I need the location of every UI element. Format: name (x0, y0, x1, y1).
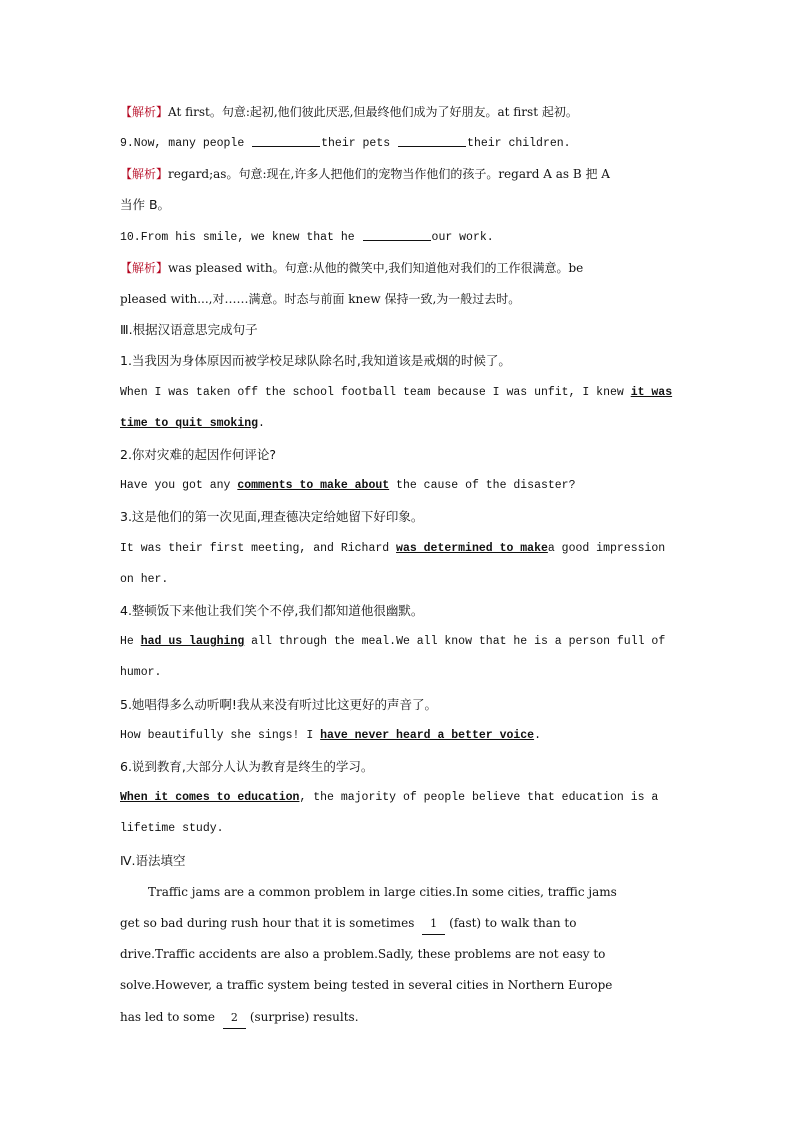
sentence-text: all through the meal.We all know that he is a person full of (244, 635, 666, 648)
sentence-3-english-line2: on her. (120, 573, 169, 586)
q8-analysis (120, 102, 676, 122)
sentence-answer: was determined to make (396, 542, 548, 555)
passage-line-5 (120, 1007, 676, 1029)
sentence-5-chinese: 5.她唱得多么动听啊!我从来没有听过比这更好的声音了。 (120, 697, 437, 712)
sentence-3-chinese: 3.这是他们的第一次见面,理查德决定给她留下好印象。 (120, 509, 424, 524)
analysis-tag: 【解析】 (120, 105, 169, 119)
sentence-text: . (534, 729, 541, 742)
sentence-answer: had us laughing (140, 635, 245, 648)
sentence-6-english-line1 (120, 788, 676, 808)
passage-line-1: Traffic jams are a common problem in large cities.In some cities, traffic jams (148, 885, 617, 899)
sentence-text: He (120, 635, 141, 648)
sentence-text: . (258, 417, 265, 430)
question-text: their children. (467, 137, 571, 150)
sentence-answer: it was (630, 386, 673, 399)
sentence-3-english-line1 (120, 539, 676, 559)
sentence-4-english-line1 (120, 632, 676, 652)
sentence-2-english (120, 476, 676, 496)
sentence-text: Have you got any (120, 479, 238, 492)
sentence-1-english-line2 (120, 414, 676, 434)
analysis-tag: 【解析】 (120, 167, 169, 181)
sentence-answer: comments to make about (237, 479, 390, 492)
passage-line-3: drive.Traffic accidents are also a problem.Sadly, these problems are not easy to (120, 947, 606, 961)
passage-text: (surprise) results. (249, 1010, 359, 1024)
sentence-text: , the majority of people believe that education is a (299, 791, 659, 804)
sentence-6-english-line2: lifetime study. (120, 822, 224, 835)
passage-line-2 (120, 913, 676, 935)
question-10 (120, 227, 676, 248)
analysis-tag: 【解析】 (120, 261, 169, 275)
sentence-text: How beautifully she sings! I (120, 729, 321, 742)
sentence-answer: When it comes to education (120, 791, 300, 804)
sentence-text: the cause of the disaster? (389, 479, 576, 492)
answer-blank (252, 133, 320, 147)
sentence-4-english-line2: humor. (120, 666, 162, 679)
analysis-text: was pleased with。句意:从他的微笑中,我们知道他对我们的工作很满意。be (168, 261, 584, 275)
section-4-heading: Ⅳ.语法填空 (120, 853, 186, 868)
sentence-text: When I was taken off the school football team because I was unfit, I knew (120, 386, 631, 399)
blank-2: 2 (223, 1008, 246, 1029)
q9-analysis-line2: 当作 B。 (120, 197, 171, 212)
q9-analysis-line1 (120, 164, 676, 184)
sentence-6-chinese: 6.说到教育,大部分人认为教育是终生的学习。 (120, 759, 374, 774)
sentence-4-chinese: 4.整顿饭下来他让我们笑个不停,我们都知道他很幽默。 (120, 603, 424, 618)
sentence-1-english-line1 (120, 383, 676, 403)
passage-text: has led to some (120, 1010, 219, 1024)
section-3-heading: Ⅲ.根据汉语意思完成句子 (120, 322, 258, 337)
passage-text: (fast) to walk than to (449, 916, 577, 930)
sentence-answer: time to quit smoking (120, 417, 259, 430)
answer-blank (363, 227, 431, 241)
question-9 (120, 133, 676, 154)
question-text: 9.Now, many people (120, 137, 252, 150)
answer-blank (398, 133, 466, 147)
question-text: their pets (321, 137, 398, 150)
sentence-2-chinese: 2.你对灾难的起因作何评论? (120, 447, 277, 462)
analysis-text: At first。句意:起初,他们彼此厌恶,但最终他们成为了好朋友。at first 起初。 (168, 105, 578, 119)
analysis-text: regard;as。句意:现在,许多人把他们的宠物当作他们的孩子。regard A as B 把 A (168, 167, 610, 181)
passage-text: get so bad during rush hour that it is sometimes (120, 916, 419, 930)
passage-line-4: solve.However, a traffic system being tested in several cities in Northern Europe (120, 978, 613, 992)
blank-1: 1 (422, 914, 445, 935)
q10-analysis-line2: pleased with...,对……满意。时态与前面 knew 保持一致,为一般过去时。 (120, 292, 521, 306)
question-text: 10.From his smile, we knew that he (120, 231, 362, 244)
sentence-5-english (120, 726, 676, 746)
sentence-text: a good impression (547, 542, 666, 555)
question-text: our work. (431, 231, 494, 244)
sentence-text: It was their first meeting, and Richard (120, 542, 397, 555)
sentence-1-chinese: 1.当我因为身体原因而被学校足球队除名时,我知道该是戒烟的时候了。 (120, 353, 511, 368)
sentence-answer: have never heard a better voice (320, 729, 535, 742)
q10-analysis-line1 (120, 258, 676, 278)
